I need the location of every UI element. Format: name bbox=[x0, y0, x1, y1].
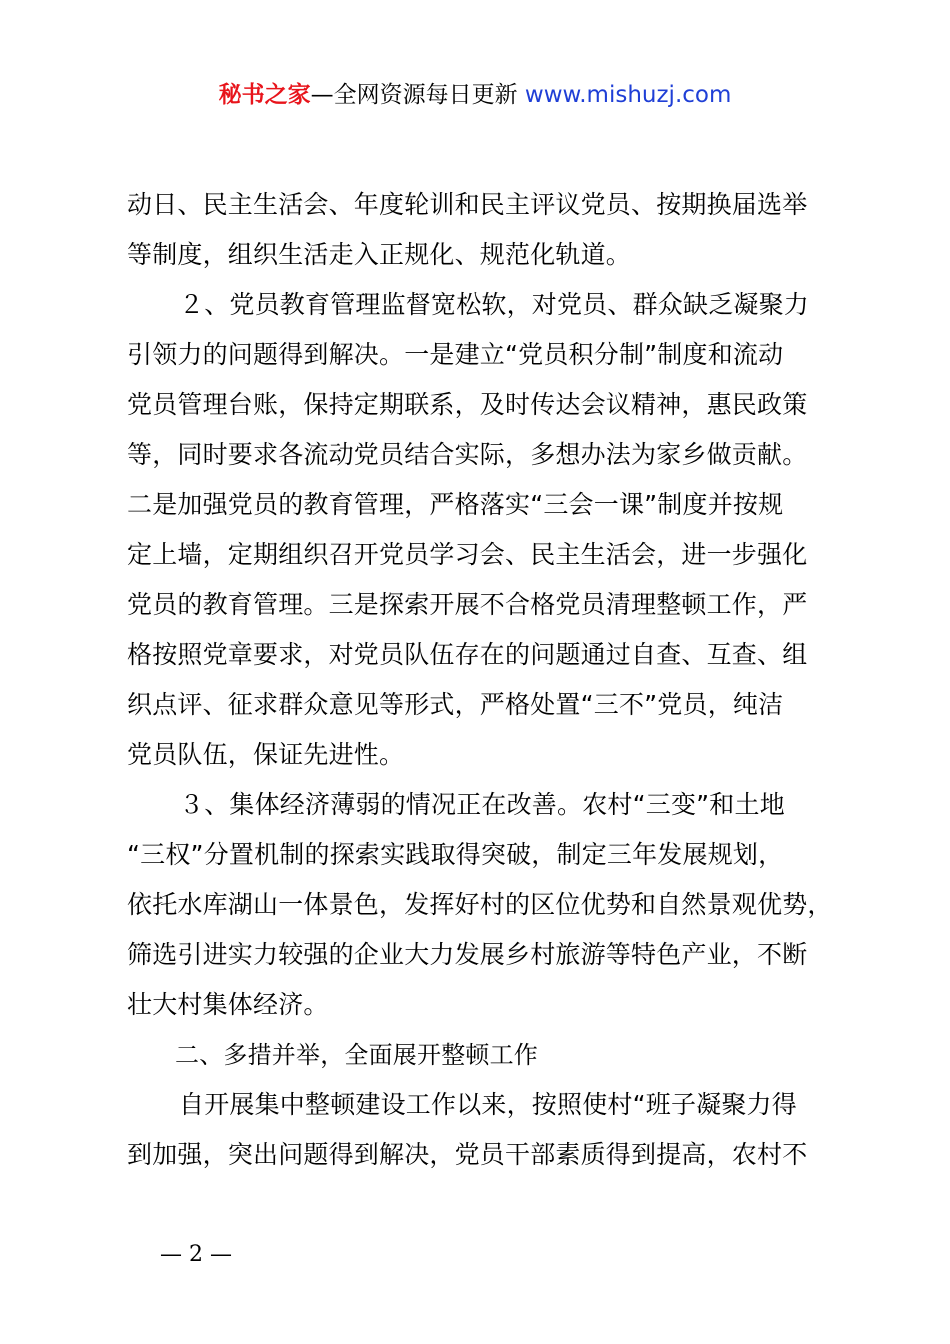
text-line: 等，同时要求各流动党员结合实际，多想办法为家乡做贡献。 bbox=[127, 440, 808, 469]
text-line: 织点评、征求群众意见等形式，严格处置“三不”党员，纯洁 bbox=[127, 690, 784, 719]
page-header bbox=[0, 78, 950, 112]
page-number: — 2 — bbox=[160, 1242, 232, 1267]
header-tagline: —全网资源每日更新 bbox=[310, 82, 518, 108]
paragraph-start: ３、集体经济薄弱的情况正在改善。农村“三变”和土地 bbox=[179, 790, 785, 819]
document-body bbox=[127, 180, 837, 1180]
text-line: “三权”分置机制的探索实践取得突破，制定三年发展规划， bbox=[127, 840, 784, 869]
text-line: 格按照党章要求，对党员队伍存在的问题通过自查、互查、组 bbox=[127, 640, 808, 669]
text-line: 壮大村集体经济。 bbox=[127, 990, 329, 1019]
text-line: 二是加强党员的教育管理，严格落实“三会一课”制度并按规 bbox=[127, 490, 784, 519]
text-line: 到加强，突出问题得到解决，党员干部素质得到提高，农村不 bbox=[127, 1140, 808, 1169]
paragraph-start: 自开展集中整顿建设工作以来，按照使村“班子凝聚力得 bbox=[179, 1090, 797, 1119]
text-line: 党员管理台账，保持定期联系，及时传达会议精神，惠民政策 bbox=[127, 390, 808, 419]
text-line: 筛选引进实力较强的企业大力发展乡村旅游等特色产业，不断 bbox=[127, 940, 808, 969]
text-line: 定上墙，定期组织召开党员学习会、民主生活会，进一步强化 bbox=[127, 540, 808, 569]
text-line: 等制度，组织生活走入正规化、规范化轨道。 bbox=[127, 240, 632, 269]
text-line: 依托水库湖山一体景色，发挥好村的区位优势和自然景观优势， bbox=[127, 890, 833, 919]
text-line: 动日、民主生活会、年度轮训和民主评议党员、按期换届选举 bbox=[127, 190, 808, 219]
text-line: 引领力的问题得到解决。一是建立“党员积分制”制度和流动 bbox=[127, 340, 784, 369]
header-url-link[interactable]: www.mishuzj.com bbox=[524, 82, 732, 108]
text-line: 党员的教育管理。三是探索开展不合格党员清理整顿工作，严 bbox=[127, 590, 808, 619]
header-brand: 秘书之家 bbox=[218, 82, 311, 108]
section-heading: 二、多措并举，全面展开整顿工作 bbox=[175, 1041, 538, 1069]
text-line: 党员队伍，保证先进性。 bbox=[127, 740, 405, 769]
paragraph-start: ２、党员教育管理监督宽松软，对党员、群众缺乏凝聚力 bbox=[179, 290, 810, 319]
